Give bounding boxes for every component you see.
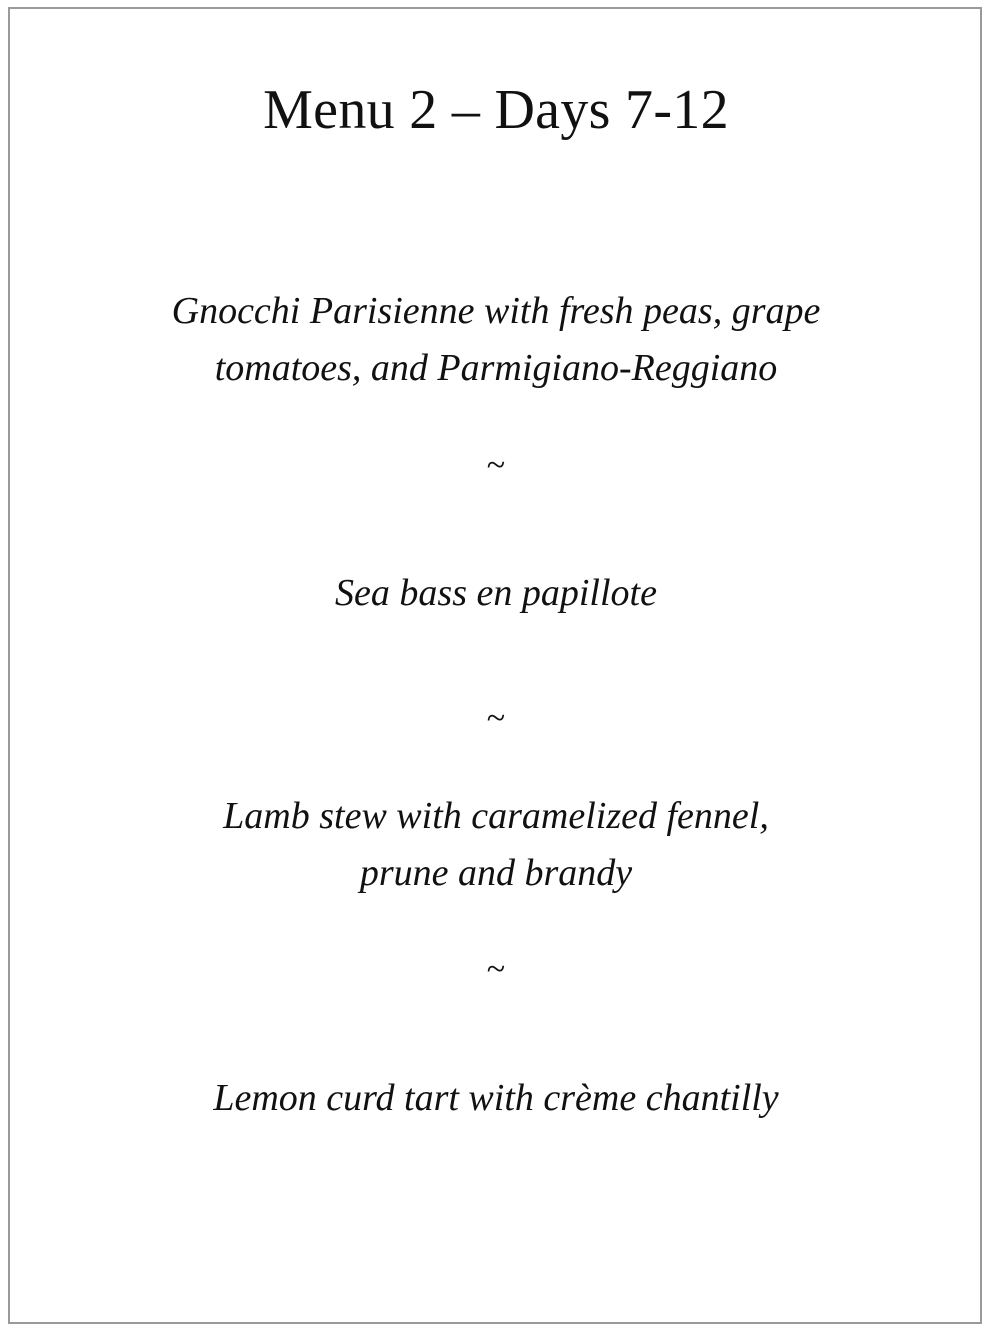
course-dessert (0, 1070, 992, 1127)
course-fish (0, 565, 992, 622)
course-dessert-line-1: Lemon curd tart with crème chantilly (213, 1077, 779, 1119)
course-main (0, 788, 992, 902)
course-main-line-2: prune and brandy (359, 852, 633, 894)
course-separator: ~ (486, 951, 506, 988)
menu-title: Menu 2 – Days 7-12 (263, 79, 729, 141)
course-starter-line-1: Gnocchi Parisienne with fresh peas, grape (171, 290, 821, 332)
course-starter (0, 283, 992, 397)
course-fish-line-1: Sea bass en papillote (335, 572, 657, 614)
course-separator: ~ (486, 447, 506, 484)
course-separator: ~ (486, 700, 506, 737)
course-starter-line-2: tomatoes, and Parmigiano-Reggiano (214, 347, 778, 389)
course-main-line-1: Lamb stew with caramelized fennel, (223, 795, 769, 837)
